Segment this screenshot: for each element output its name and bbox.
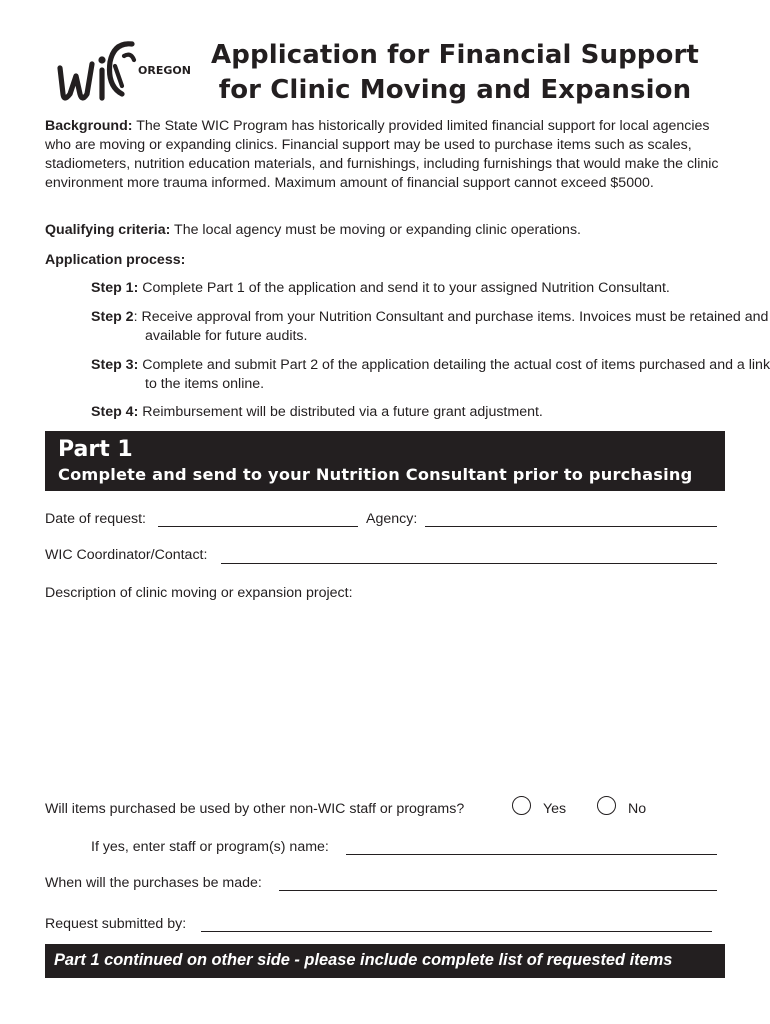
description-field[interactable] <box>45 606 717 786</box>
if-yes-label: If yes, enter staff or program(s) name: <box>91 839 329 855</box>
title-line-2: for Clinic Moving and Expansion <box>218 75 692 105</box>
footer-text: Part 1 continued on other side - please include complete list of requested items <box>54 951 673 969</box>
submitted-by-label: Request submitted by: <box>45 916 187 932</box>
step-3-label: Step 3: <box>91 357 139 373</box>
part1-subtitle: Complete and send to your Nutrition Consultant prior to purchasing <box>58 465 693 484</box>
when-field[interactable] <box>279 872 717 891</box>
step-1-label: Step 1: <box>91 280 139 296</box>
qualifying-label: Qualifying criteria: <box>45 222 171 238</box>
agency-field[interactable] <box>425 508 717 527</box>
step-2-label: Step 2 <box>91 309 134 325</box>
background-label: Background: <box>45 118 133 134</box>
step-4 <box>91 403 770 422</box>
yes-radio[interactable] <box>512 796 531 815</box>
agency-label: Agency: <box>366 511 418 527</box>
description-label: Description of clinic moving or expansion project: <box>45 585 353 601</box>
step-2 <box>91 308 770 346</box>
step-4-text: Reimbursement will be distributed via a future grant adjustment. <box>142 404 543 420</box>
footer-banner <box>45 944 725 978</box>
coordinator-label: WIC Coordinator/Contact: <box>45 547 208 563</box>
background-text: The State WIC Program has historically provided limited financial support for local agencies who are moving or expanding clinics. Financial support may be used to purchase items such as scales, stadiometers, nutrition education materials, and furnishings, including furnishings that would make the clinic environment more trauma informed. Maximum amount of financial support cannot exceed $5000. <box>45 118 719 191</box>
when-label: When will the purchases be made: <box>45 875 262 891</box>
step-4-label: Step 4: <box>91 404 139 420</box>
no-label: No <box>628 801 647 817</box>
background-paragraph <box>45 117 730 193</box>
if-yes-field[interactable] <box>346 836 717 855</box>
submitted-by-field[interactable] <box>201 913 712 932</box>
date-label: Date of request: <box>45 511 146 527</box>
title-line-1: Application for Financial Support <box>211 40 699 70</box>
no-radio[interactable] <box>597 796 616 815</box>
coordinator-field[interactable] <box>221 545 717 564</box>
step-2-text: : Receive approval from your Nutrition Consultant and purchase items. Invoices must be retained and available for future audits. <box>133 309 769 344</box>
step-3 <box>91 356 770 394</box>
qualifying-text: The local agency must be moving or expanding clinic operations. <box>174 222 581 238</box>
yes-label: Yes <box>543 801 567 817</box>
logo-state-text: OREGON <box>138 64 191 77</box>
page-title <box>200 38 710 108</box>
step-3-text: Complete and submit Part 2 of the application detailing the actual cost of items purchased and a link to the items online. <box>142 357 770 392</box>
step-1 <box>91 279 770 298</box>
qualifying-paragraph <box>45 221 730 240</box>
application-process-label: Application process: <box>45 252 186 268</box>
non-wic-question: Will items purchased be used by other non-WIC staff or programs? <box>45 801 465 817</box>
part1-banner <box>45 431 725 491</box>
step-1-text: Complete Part 1 of the application and send it to your assigned Nutrition Consultant. <box>142 280 670 296</box>
wic-oregon-logo <box>52 34 192 108</box>
date-field[interactable] <box>158 508 358 527</box>
part1-title: Part 1 <box>58 437 133 462</box>
